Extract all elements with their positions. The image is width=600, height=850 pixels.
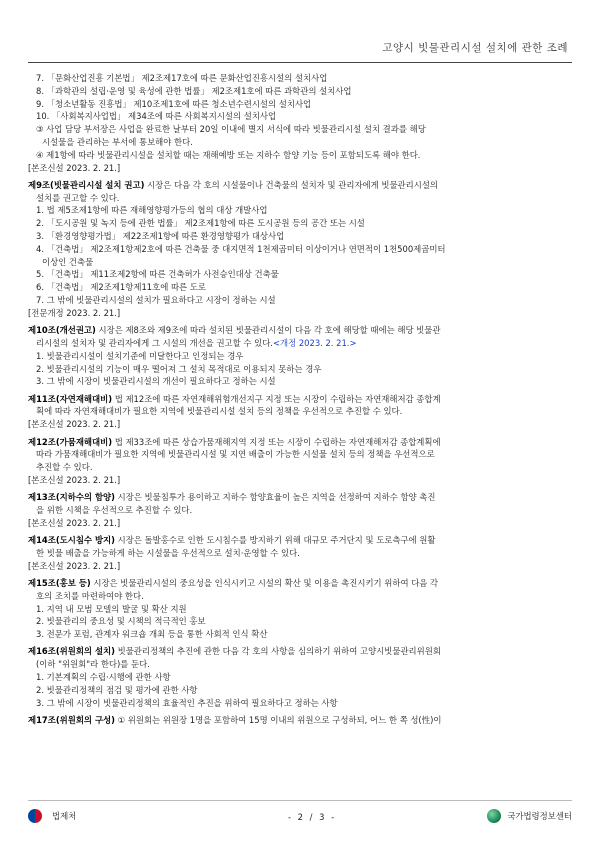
line-text: 한 빗물 배출을 가능하게 하는 시설물을 우선적으로 설치·운영할 수 있다. xyxy=(36,547,300,558)
line-text: 10. 「사회복지사업법」 제34조에 따른 사회복지시설의 설치사업 xyxy=(36,111,277,122)
article-heading: 제12조(가뭄재해대비) xyxy=(28,436,113,447)
line-text: 을 위한 시책을 우선적으로 추진할 수 있다. xyxy=(36,505,193,515)
line-text: 2. 빗물관리시설의 기능이 매우 떨어져 그 설치 목적대로 이용되지 못하는 경우 xyxy=(36,363,322,374)
text-line xyxy=(28,615,572,628)
footer-left xyxy=(28,809,76,823)
line-text: 이상인 건축물 xyxy=(42,256,94,267)
article-line xyxy=(28,491,572,504)
line-text: 시설물을 관리하는 부서에 통보해야 한다. xyxy=(42,136,193,147)
text-line xyxy=(28,136,572,149)
article-heading: 제13조(지하수의 함양) xyxy=(28,492,115,503)
line-text: 호의 조치를 마련하여야 한다. xyxy=(36,590,144,601)
text-line xyxy=(28,294,572,307)
globe-logo-icon xyxy=(487,809,501,823)
line-text: 2. 빗물관리정책의 점검 및 평가에 관한 사항 xyxy=(36,684,198,695)
text-line xyxy=(28,85,572,98)
line-text: 4. 「건축법」 제2조제1항제2호에 따른 건축물 중 대지면적 1천제곱미터 이상이거나 연면적이 1천500제곱미터 xyxy=(36,243,446,254)
text-line xyxy=(28,337,572,350)
text-line xyxy=(28,560,572,573)
page-number: - 2 / 3 - xyxy=(288,812,337,822)
text-line xyxy=(28,204,572,217)
line-text: 3. 「환경영향평가법」 제22조제1항에 따른 환경영향평가 대상사업 xyxy=(36,231,285,242)
text-line xyxy=(28,504,572,517)
article-heading: 제9조(빗물관리시설 설치 권고) xyxy=(28,179,145,190)
line-text: [본조신설 2023. 2. 21.] xyxy=(28,162,121,173)
article-line xyxy=(28,577,572,590)
text-line xyxy=(28,658,572,671)
line-text: 3. 그 밖에 시장이 빗물관리정책의 효율적인 추진을 위하여 필요하다고 정하는 사항 xyxy=(36,697,338,708)
line-text: 빗물관리정책의 추진에 관한 다음 각 호의 사항을 심의하기 위하여 고양시빗물관리위원회 xyxy=(114,646,441,657)
header-rule xyxy=(28,62,572,63)
text-line xyxy=(28,547,572,560)
line-text: 9. 「청소년활동 진흥법」 제10조제1호에 따른 청소년수련시설의 설치사업 xyxy=(36,98,312,109)
line-text: [본조신설 2023. 2. 21.] xyxy=(28,517,121,528)
line-text: 1. 기본계획의 수립·시행에 관한 사항 xyxy=(36,672,171,683)
text-line xyxy=(28,517,572,530)
article-line xyxy=(28,324,572,337)
footer-left-label: 법제처 xyxy=(52,811,77,821)
line-text: 2. 「도시공원 및 녹지 등에 관한 법률」 제2조제1항에 따른 도시공원 등의 공간 또는 시설 xyxy=(36,218,365,229)
line-text: ③ 사업 담당 부서장은 사업을 완료한 날부터 20일 이내에 별지 서식에 따라 빗물관리시설 설치 결과를 해당 xyxy=(36,124,426,135)
line-text: ① 위원회는 위원장 1명을 포함하여 15명 이내의 위원으로 구성하되, 어느 한 쪽 성(性)이 xyxy=(114,714,442,725)
text-line xyxy=(28,256,572,269)
article-heading: 제17조(위원회의 구성) xyxy=(28,714,115,725)
text-line xyxy=(28,350,572,363)
article-line xyxy=(28,534,572,547)
line-text: (이하 "위원회"라 한다)를 둔다. xyxy=(36,659,150,670)
line-text: 설치를 권고할 수 있다. xyxy=(36,192,120,203)
article-line xyxy=(28,436,572,449)
article-heading: 제16조(위원회의 설치) xyxy=(28,646,115,657)
article-heading: 제11조(자연재해대비) xyxy=(28,393,113,404)
line-text: 2. 빗물관리의 중요성 및 시책의 적극적인 홍보 xyxy=(36,616,206,627)
footer-rule xyxy=(28,800,572,801)
text-line xyxy=(28,281,572,294)
line-text: 7. 「문화산업진흥 기본법」 제2조제17호에 따른 문화산업진흥시설의 설치사업 xyxy=(36,73,328,83)
text-line xyxy=(28,590,572,603)
line-text: 시장은 돌발홍수로 인한 도시침수를 방지하기 위해 대규모 주거단지 및 도로측구에 원활 xyxy=(114,535,436,546)
line-text: 시장은 빗물관리시설의 중요성을 인식시키고 시설의 확산 및 이용을 촉진시키기 위하여 다음 각 xyxy=(90,577,439,588)
text-line xyxy=(28,162,572,175)
line-text: 획에 따라 자연재해대비가 필요한 지역에 빗물관리시설 설치 등의 정책을 우선적으로 추진할 수 있다. xyxy=(36,406,403,417)
line-text: 3. 그 밖에 시장이 빗물관리시설의 개선이 필요하다고 정하는 시설 xyxy=(36,376,276,387)
line-text: 리시설의 설치자 및 관리자에게 그 시설의 개선을 권고할 수 있다. xyxy=(36,337,273,348)
line-text: [본조신설 2023. 2. 21.] xyxy=(28,419,121,430)
line-text: 6. 「건축법」 제2조제1항제11호에 따른 도로 xyxy=(36,282,206,293)
text-line xyxy=(28,603,572,616)
page-footer xyxy=(28,806,572,828)
line-text: 1. 지역 내 모범 모델의 발굴 및 확산 지원 xyxy=(36,603,187,614)
text-line xyxy=(28,448,572,461)
line-text: 8. 「과학관의 설립·운영 및 육성에 관한 법률」 제2조제1호에 따른 과학관의 설치사업 xyxy=(36,85,352,96)
text-line xyxy=(28,363,572,376)
article-line xyxy=(28,393,572,406)
text-line xyxy=(28,307,572,320)
line-text: 법 제33조에 따른 상습가뭄재해지역 지정 또는 시장이 수립하는 자연재해저감 종합계획에 xyxy=(112,436,441,447)
line-text: [본조신설 2023. 2. 21.] xyxy=(28,560,121,571)
line-text: 5. 「건축법」 제11조제2항에 따른 건축허가 사전승인대상 건축물 xyxy=(36,269,279,280)
text-line xyxy=(28,474,572,487)
footer-right xyxy=(487,809,572,823)
text-line xyxy=(28,110,572,123)
line-text: 7. 그 밖에 빗물관리시설의 설치가 필요하다고 시장이 정하는 시설 xyxy=(36,295,276,306)
line-text: 1. 빗물관리시설이 설치기준에 미달한다고 인정되는 경우 xyxy=(36,350,244,361)
text-line xyxy=(28,697,572,710)
line-text: [전문개정 2023. 2. 21.] xyxy=(28,307,121,318)
text-line xyxy=(28,192,572,205)
page-header: 고양시 빗물관리시설 설치에 관한 조례 xyxy=(382,42,568,54)
text-line xyxy=(28,123,572,136)
text-line xyxy=(28,217,572,230)
article-heading: 제15조(홍보 등) xyxy=(28,577,91,588)
article-line xyxy=(28,645,572,658)
text-line xyxy=(28,405,572,418)
text-line xyxy=(28,418,572,431)
document-body xyxy=(28,72,572,727)
text-line xyxy=(28,375,572,388)
text-line xyxy=(28,243,572,256)
footer-right-label: 국가법령정보센터 xyxy=(507,811,572,821)
text-line xyxy=(28,230,572,243)
amendment-note: <개정 2023. 2. 21.> xyxy=(272,337,357,348)
text-line xyxy=(28,149,572,162)
text-line xyxy=(28,671,572,684)
line-text: 시장은 빗물침투가 용이하고 지하수 함양효율이 높은 지역을 선정하여 지하수 함양 촉진 xyxy=(114,492,436,503)
line-text: 법 제12조에 따른 자연재해위험개선지구 지정 또는 시장이 수립하는 자연재해저감 종합계 xyxy=(112,393,441,404)
text-line xyxy=(28,268,572,281)
article-line xyxy=(28,714,572,727)
text-line xyxy=(28,72,572,85)
line-text: 1. 법 제5조제1항에 따른 재해영향평가등의 협의 대상 개발사업 xyxy=(36,205,268,216)
text-line xyxy=(28,461,572,474)
line-text: 시장은 다음 각 호의 시설물이나 건축물의 설치자 및 관리자에게 빗물관리시설의 xyxy=(144,179,439,190)
text-line xyxy=(28,98,572,111)
text-line xyxy=(28,628,572,641)
line-text: 3. 전문가 포럼, 관계자 워크숍 개최 등을 통한 사회적 인식 확산 xyxy=(36,629,268,640)
line-text: 따라 가뭄재해대비가 필요한 지역에 빗물관리시설 및 지연 배출이 가능한 시설물 설치 등의 정책을 우선적으로 xyxy=(36,449,435,460)
article-heading: 제14조(도시침수 방지) xyxy=(28,535,115,546)
text-line xyxy=(28,684,572,697)
article-heading: 제10조(개선권고) xyxy=(28,325,96,336)
government-emblem-icon xyxy=(28,809,42,823)
line-text: 추진할 수 있다. xyxy=(36,462,93,473)
line-text: 시장은 제8조와 제9조에 따라 설치된 빗물관리시설이 다음 각 호에 해당할 때에는 해당 빗물관 xyxy=(95,325,441,336)
line-text: [본조신설 2023. 2. 21.] xyxy=(28,474,121,485)
article-line xyxy=(28,179,572,192)
line-text: ④ 제1항에 따라 빗물관리시설을 설치할 때는 재해예방 또는 지하수 함양 기능 등이 포함되도록 해야 한다. xyxy=(36,149,421,160)
